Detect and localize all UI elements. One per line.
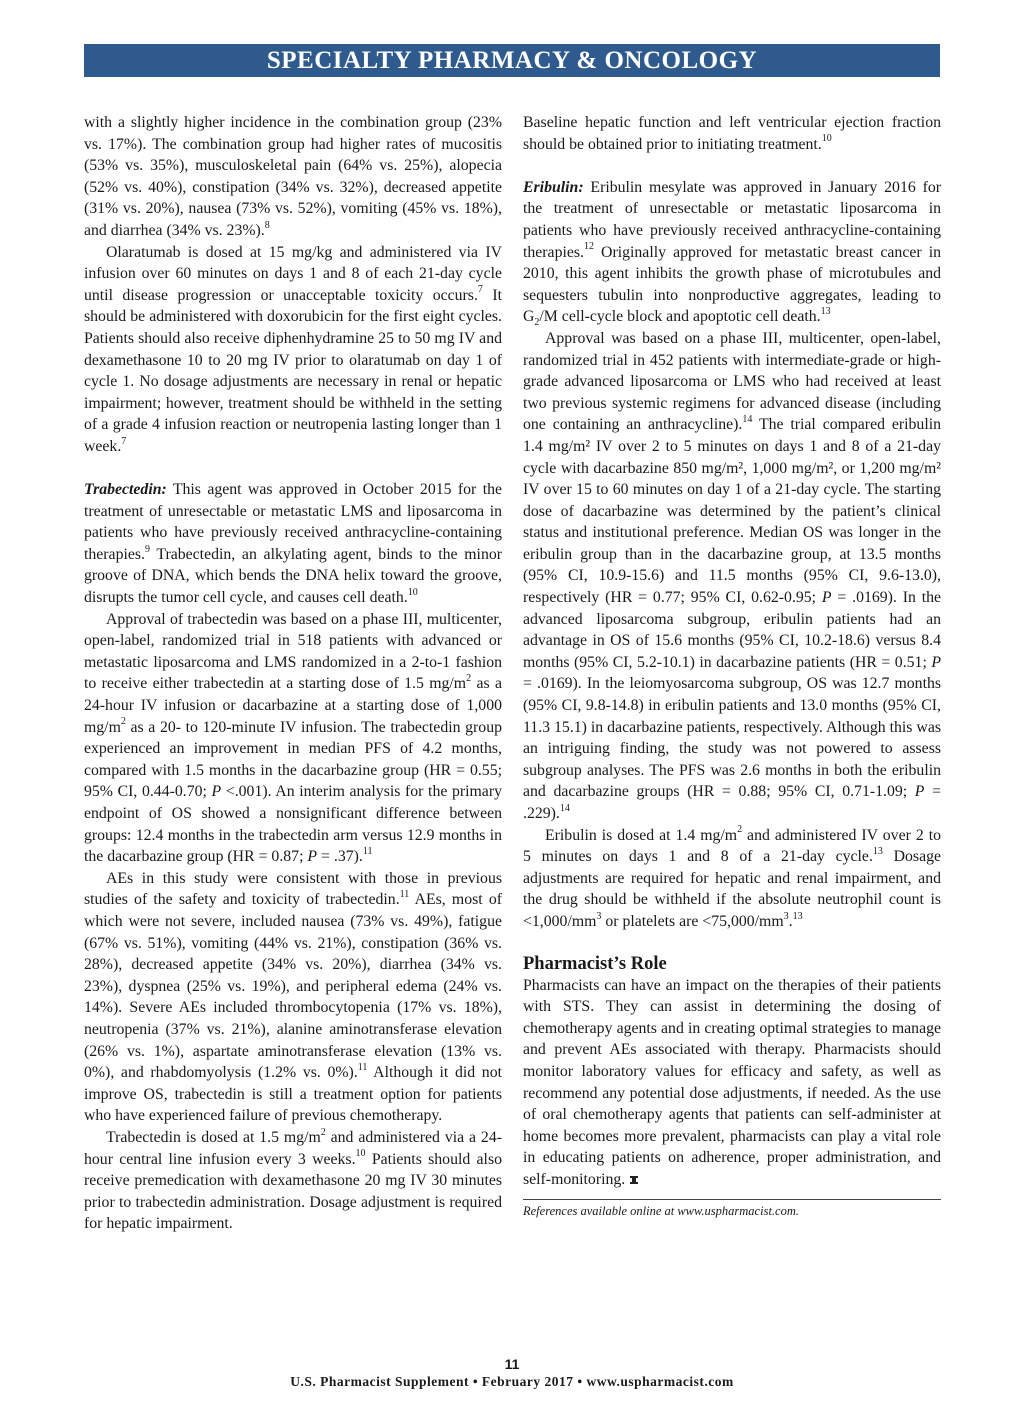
paragraph: Pharmacists can have an impact on the therapies of their patients with STS. They can assist in determining the dosing of chemotherapy agents and in creating optimal strategies to manage and prevent AEs associated with therapy. Pharmacists should monitor laboratory values for efficacy and safety, as well as recommend any potential dose adjustments, if needed. As the use of oral chemotherapy agents that patients can self-administer at home becomes more prevalent, pharmacists can play a vital role in educating patients on adherence, proper administration, and self-monitoring. bbox=[523, 976, 941, 1188]
right-column bbox=[523, 112, 941, 1219]
section-heading: Pharmacist’s Role bbox=[523, 953, 667, 974]
section-banner bbox=[84, 44, 940, 77]
paragraph: Olaratumab is dosed at 15 mg/kg and administered via IV infusion over 60 minutes on days 1 and 8 of each 21-day cycle until disease progression or unacceptable toxicity occurs.$^7$ It should be administered with doxorubicin for the first eight cycles. Patients should also receive diphenhydramine 25 to 50 mg IV and dexamethasone 10 to 20 mg IV prior to olaratumab on day 1 of cycle 1. No dosage adjustments are necessary in renal or hepatic impairment; however, treatment should be withheld in the setting of a grade 4 infusion reaction or neutropenia lasting longer than 1 week.$^7$ bbox=[84, 243, 502, 455]
paragraph-trabectedin: Trabectedin: This agent was approved in October 2015 for the treatment of unresectable or metastatic LMS and liposarcoma in patients who have previously received anthracycline-containing therapies.$^9$ Trabectedin, an alkylating agent, binds to the minor groove of DNA, which bends the DNA helix toward the groove, disrupts the tumor cell cycle, and causes cell death.$^{10}$ bbox=[84, 481, 502, 607]
paragraph: Trabectedin is dosed at 1.5 $mg/m^2$ and administered via a 24-hour central line infusion every 3 weeks.$^{10}$ Patients should also receive premedication with dexamethasone 20 mg IV 30 minutes prior to trabectedin administration. Dosage adjustment is required for hepatic impairment. bbox=[84, 1126, 502, 1233]
lead-in: Eribulin: bbox=[523, 178, 584, 196]
end-of-article-icon bbox=[629, 1170, 639, 1180]
paragraph: with a slightly higher incidence in the combination group (23% vs. 17%). The combination group had higher rates of mucositis (53% vs. 35%), musculoskeletal pain (64% vs. 25%), alopecia (52% vs. 40%), constipation (34% vs. 32%), decreased appetite (31% vs. 20%), nausea (73% vs. 52%), vomiting (45% vs. 18%), and diarrhea (34% vs. 23%).$^8$ bbox=[84, 114, 502, 239]
lead-in: Trabectedin: bbox=[84, 481, 167, 499]
section-title: SPECIALTY PHARMACY & ONCOLOGY bbox=[266, 47, 758, 74]
page-number: 11 bbox=[504, 1356, 520, 1372]
paragraph: AEs in this study were consistent with those in previous studies of the safety and toxicity of trabectedin.$^{11}$ AEs, most of which were not severe, included nausea (73% vs. 49%), fatigue (67% vs. 51%), vomiting (44% vs. 21%), constipation (36% vs. 28%), decreased appetite (34% vs. 20%), diarrhea (34% vs. 23%), dyspnea (25% vs. 19%), and peripheral edema (24% vs. 14%). Severe AEs included thrombocytopenia (17% vs. 18%), neutropenia (37% vs. 21%), alanine aminotransferase elevation (26% vs. 1%), aspartate aminotransferase elevation (13% vs. 0%), and rhabdomyolysis (1.2% vs. 0%).$^{11}$ Although it did not improve OS, trabectedin is still a treatment option for patients who have experienced failure of previous chemotherapy. bbox=[84, 869, 502, 1125]
paragraph: Baseline hepatic function and left ventricular ejection fraction should be obtained prior to initiating treatment.$^{10}$ bbox=[523, 114, 941, 153]
paragraph: Eribulin is dosed at 1.4 $mg/m^2$ and administered IV over 2 to 5 minutes on days 1 and 8 of a 21-day cycle.$^{13}$ Dosage adjustments are required for hepatic and renal impairment, and the drug should be withheld if the absolute neutrophil count is $<1,000/mm^3$ or platelets are $<75,000/mm^3.^{13}$ bbox=[523, 824, 941, 930]
page-footer: U.S. Pharmacist Supplement • February 2017 • www.uspharmacist.com bbox=[290, 1374, 734, 1389]
references-note: References available online at www.uspharmacist.com. bbox=[523, 1199, 941, 1219]
paragraph: Approval was based on a phase III, multicenter, open-label, randomized trial in 452 patients with intermediate-grade or high-grade advanced liposarcoma or LMS who had received at least two previous systemic regimens for advanced disease (including one containing an anthracycline).$^{14}$ The trial compared eribulin 1.4 mg/m² IV over 2 to 5 minutes on days 1 and 8 of a 21-day cycle with dacarbazine 850 mg/m², 1,000 mg/m², or 1,200 mg/m² IV over 15 to 60 minutes on day 1 of a 21-day cycle. The starting dose of dacarbazine was determined by the patient’s clinical status and institutional preference. Median OS was longer in the eribulin group than in the dacarbazine group, at 13.5 months (95% CI, 10.9-15.6) and 11.5 months (95% CI, 9.6-13.0), respectively (HR = 0.77; 95% CI, 0.62-0.95; P = .0169). In the advanced liposarcoma subgroup, eribulin patients had an advantage in OS of 15.6 months (95% CI, 10.2-18.6) versus 8.4 months (95% CI, 5.2-10.1) in dacarbazine patients (HR = 0.51; P = .0169). In the leiomyosarcoma subgroup, OS was 12.7 months (95% CI, 9.8-14.8) in eribulin patients and 13.0 months (95% CI, 11.3 15.1) in dacarbazine patients, respectively. Although this was an intriguing finding, the study was not powered to assess subgroup analyses. The PFS was 2.6 months in both the eribulin and dacarbazine groups (HR = 0.88; 95% CI, 0.71-1.09; P = .229).$^{14}$ bbox=[523, 329, 942, 822]
paragraph-eribulin: Eribulin: Eribulin mesylate was approved in January 2016 for the treatment of unresectable or metastatic liposarcoma in patients who have previously received anthracycline-containing therapies.$^{12}$ Originally approved for metastatic breast cancer in 2010, this agent inhibits the growth phase of microtubules and sequesters tubulin into nonproductive aggregates, leading to $G_2/M$ cell-cycle block and apoptotic cell death.$^{13}$ bbox=[523, 178, 941, 329]
left-column bbox=[84, 112, 502, 1235]
paragraph: Approval of trabectedin was based on a phase III, multicenter, open-label, randomized trial in 518 patients with advanced or metastatic liposarcoma and LMS randomized in a 2-to-1 fashion to receive either trabectedin at a starting dose of 1.5 $mg/m^2$ as a 24-hour IV infusion or dacarbazine at a starting dose of 1,000 $mg/m^2$ as a 20- to 120-minute IV infusion. The trabectedin group experienced an improvement in median PFS of 4.2 months, compared with 1.5 months in the dacarbazine group (HR = 0.55; 95% CI, 0.44-0.70; P <.001). An interim analysis for the primary endpoint of OS showed a nonsignificant difference between groups: 12.4 months in the trabectedin arm versus 12.9 months in the dacarbazine group (HR = 0.87; P = .37).$^{11}$ bbox=[84, 610, 502, 866]
